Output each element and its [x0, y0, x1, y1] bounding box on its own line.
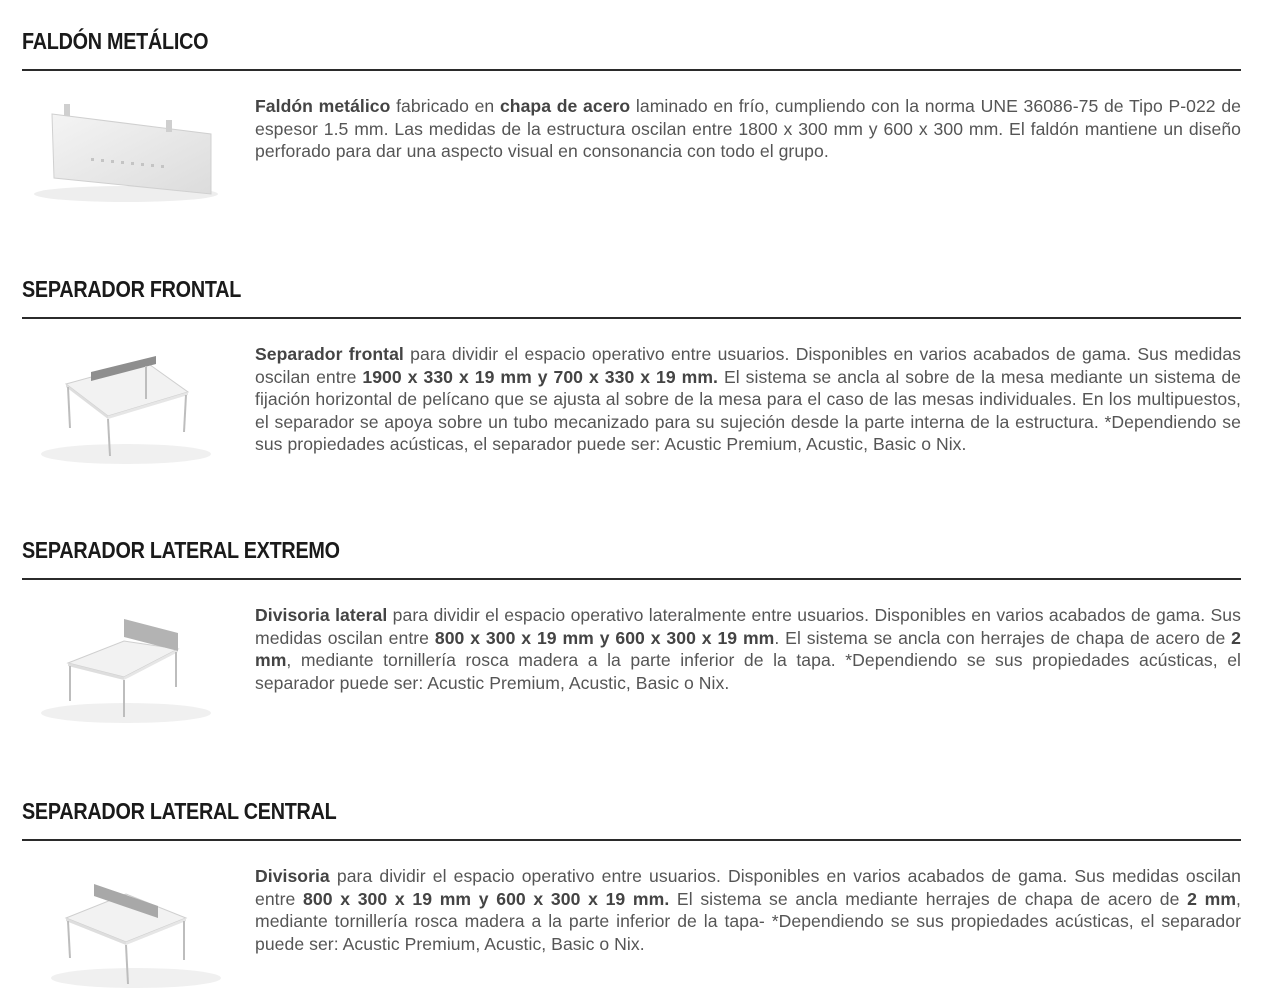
metal-panel-image	[26, 96, 226, 226]
section-description	[255, 604, 1241, 694]
section-separador-lateral-central	[22, 796, 1241, 996]
side-central-divider-desk-image	[26, 866, 226, 996]
text-run: fabricado en	[390, 96, 500, 116]
bold-text-run: 2 mm	[255, 627, 1241, 670]
section-title: SEPARADOR FRONTAL	[22, 276, 242, 302]
section-divider	[22, 839, 1241, 841]
bold-text-run: Faldón metálico	[255, 96, 391, 116]
text-run: El sistema se ancla mediante herrajes de chapa de acero de	[669, 888, 1188, 909]
section-description	[255, 343, 1241, 456]
text-run: , mediante tornillería rosca madera a la parte inferior de la tapa- *Dependiendo se sus propiedades acústicas, el separador puede ser: Acustic Premium, Acustic, Basic o Nix.	[255, 888, 1241, 954]
section-title: FALDÓN METÁLICO	[22, 28, 209, 54]
bold-text-run: 800 x 300 x 19 mm y 600 x 300 x 19 mm.	[303, 888, 670, 909]
bold-text-run: 2 mm	[1187, 888, 1237, 909]
section-description	[255, 95, 1241, 163]
section-title: SEPARADOR LATERAL EXTREMO	[22, 537, 340, 563]
section-separador-lateral-extremo	[22, 535, 1241, 735]
text-run: laminado en frío, cumpliendo con la norma UNE 36086-75 de Tipo P-022 de espesor 1.5 mm. Las medidas de la estructura oscilan entre 1800 x 300 mm y 600 x 300 mm. El faldón mantiene un diseño perforado para dar una aspecto visual en consonancia con todo el grupo.	[255, 96, 1241, 161]
section-divider	[22, 69, 1241, 71]
text-run: El sistema se ancla al sobre de la mesa mediante un sistema de fijación horizontal de pelícano que se ajusta al sobre de la mesa para el caso de las mesas individuales. En los multipuestos, el separador se apoya sobre un tubo mecanizado para su sujeción desde la parte interna de la estructura. *Dependiendo se sus propiedades acústicas, el separador puede ser: Acustic Premium, Acustic, Basic o Nix.	[255, 366, 1242, 454]
section-divider	[22, 578, 1241, 580]
section-separador-frontal	[22, 274, 1241, 484]
side-end-divider-desk-image	[26, 605, 226, 735]
section-divider	[22, 317, 1241, 319]
section-description	[255, 865, 1241, 955]
text-run: para dividir el espacio operativo lateralmente entre usuarios. Disponibles en varios acabados de gama. Sus medidas oscilan entre	[255, 605, 1241, 648]
bold-text-run: 800 x 300 x 19 mm y 600 x 300 x 19 mm	[434, 627, 775, 648]
section-title: SEPARADOR LATERAL CENTRAL	[22, 798, 337, 824]
text-run: . El sistema se ancla con herrajes de chapa de acero de	[774, 627, 1232, 648]
bold-text-run: Divisoria	[255, 866, 330, 886]
bold-text-run: chapa de acero	[499, 96, 631, 116]
bold-text-run: Divisoria lateral	[255, 605, 388, 625]
front-divider-desk-image	[26, 344, 226, 474]
text-run: para dividir el espacio operativo entre usuarios. Disponibles en varios acabados de gama. Sus medidas oscilan entre	[255, 866, 1241, 909]
bold-text-run: 1900 x 330 x 19 mm y 700 x 330 x 19 mm.	[362, 366, 718, 387]
section-faldon-metalico	[22, 26, 1241, 216]
bold-text-run: Separador frontal	[255, 344, 404, 364]
text-run: para dividir el espacio operativo entre usuarios. Disponibles en varios acabados de gama. Sus medidas oscilan entre	[255, 344, 1242, 387]
text-run: , mediante tornillería rosca madera a la parte inferior de la tapa. *Dependiendo se sus propiedades acústicas, el separador puede ser: Acustic Premium, Acustic, Basic o Nix.	[255, 650, 1241, 693]
